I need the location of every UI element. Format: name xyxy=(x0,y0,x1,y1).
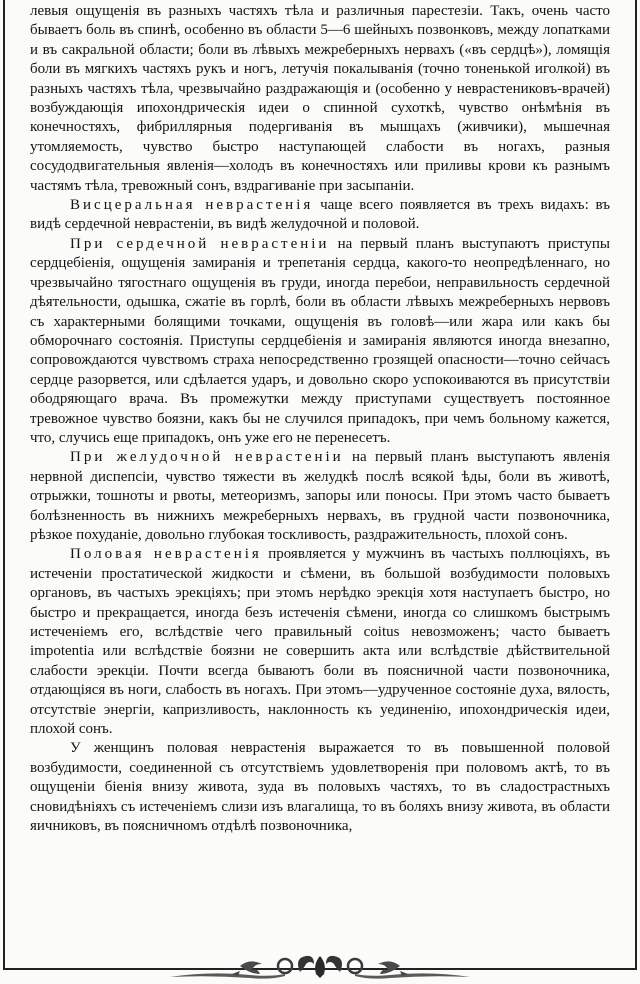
body-text xyxy=(30,2,610,836)
paragraph-3: При сердечной неврастеніи на первый планъ выступаютъ приступы сердцебіенія, ощущенія замиранія и трепетанія сердца, какого-то неопредѣленнаго, но чрезвычайно тягостнаго ощущенія въ груди, иногда перебои, неправильность сердечной дѣятельности, одышка, сжатіе въ горлѣ, боли въ области лѣвыхъ межреберныхъ нервовъ съ характерными болящими точками, ощущенія въ головѣ—или жара или какъ бы обморочнаго состоянія. Приступы сердцебіенія и замиранія являются иногда внезапно, сопровождаются чувствомъ страха непосредственно грозящей опасности—точно сейчасъ сердце разорвется, или сдѣлается ударъ, и довольно скоро успокоиваются въ присутствіи ободряющаго врача. Въ промежутки между приступами существуетъ постоянное тревожное чувство боязни, какъ бы не случился припадокъ, при чемъ больному кажется, что, случись еще припадокъ, онъ уже его не перенесетъ. xyxy=(30,235,610,446)
spaced-term: Висцеральная неврастенія xyxy=(70,197,314,214)
paragraph-4: При желудочной неврастеніи на первый планъ выступаютъ явленія нервной диспепсіи, чувство тяжести въ желудкѣ послѣ всякой ѣды, боли въ животѣ, отрыжки, тошноты и рвоты, метеоризмъ, запоры или поносы. При этомъ часто бываетъ болѣзненность въ нижнихъ межреберныхъ нервахъ, въ грудной части позвоночника, рѣзкое похуданіе, довольно глубокая тоскливость, раздражительность, плохой сонъ. xyxy=(30,449,610,543)
page-border-right xyxy=(635,0,637,970)
paragraph-1: левыя ощущенія въ разныхъ частяхъ тѣла и различныя парестезіи. Такъ, очень часто бываетъ боль въ спинѣ, особенно въ области 5—6 шейныхъ позвонковъ, между лопатками и въ сакральной области; боли въ лѣвыхъ межреберныхъ нервахъ («въ сердцѣ»), ломящія боли въ мягкихъ частяхъ рукъ и ногъ, летучія покалыванія (точно тоненькой иголкой) въ разныхъ частяхъ тѣла, чрезвычайно раздражающія и (особенно у неврастениковъ-врачей) возбуждающія ипохондрическія идеи о спинной сухоткѣ, чувство онѣмѣнія въ конечностяхъ, фибриллярныя подергиванія въ мышцахъ (живчики), мышечная утомляемость, чувство быстро наступающей слабости въ ногахъ, разныя сосудодвигательныя явленія—холодъ въ конечностяхъ или приливы крови къ разнымъ частямъ тѣла, тревожный сонъ, вздрагиваніе при засыпаніи. xyxy=(30,3,610,194)
paragraph-2: Висцеральная неврастенія чаще всего появляется въ трехъ видахъ: въ видѣ сердечной неврастеніи, въ видѣ желудочной и половой. xyxy=(30,197,610,233)
ornament-icon xyxy=(0,952,640,984)
page-border-left xyxy=(3,0,5,970)
paragraph-5: Половая неврастенія проявляется у мужчинъ въ частыхъ поллюціяхъ, въ истеченіи простатической жидкости и сѣмени, въ большой возбудимости половыхъ органовъ, въ частыхъ эрекціяхъ; при этомъ нерѣдко эрекція хотя наступаетъ быстро, но быстро и прекращается, иногда безъ истеченія сѣмени, иногда со слишкомъ быстрымъ истеченіемъ его, вслѣдствіе чего правильный coitus невозможенъ; часто бываетъ impotentia или вслѣдствіе боязни не совершить акта или вслѣдствіе дѣйствительной слабости эрекціи. Почти всегда бываютъ боли въ поясничной части позвоночника, отдающіяся въ ноги, слабость въ ногахъ. При этомъ—удрученное состояніе духа, вялость, отсутствіе энергіи, капризливость, наклонность къ уединенію, ипохондрическія идеи, плохой сонъ. xyxy=(30,546,611,738)
spaced-term: При сердечной неврастеніи xyxy=(70,235,330,252)
spaced-term: При желудочной неврастеніи xyxy=(70,449,344,466)
spaced-term: Половая неврастенія xyxy=(70,546,262,563)
paragraph-6: У женщинъ половая неврастенія выражается то въ повышенной половой возбудимости, соединенной съ отсутствіемъ удовлетворенія при половомъ актѣ, то въ ощущеніи біенія внизу живота, зуда въ половыхъ частяхъ, то въ сладострастныхъ сновидѣніяхъ съ истеченіемъ слизи изъ влагалища, то въ боляхъ внизу живота, въ области яичниковъ, въ поясничномъ отдѣлѣ позвоночника, xyxy=(30,740,610,835)
